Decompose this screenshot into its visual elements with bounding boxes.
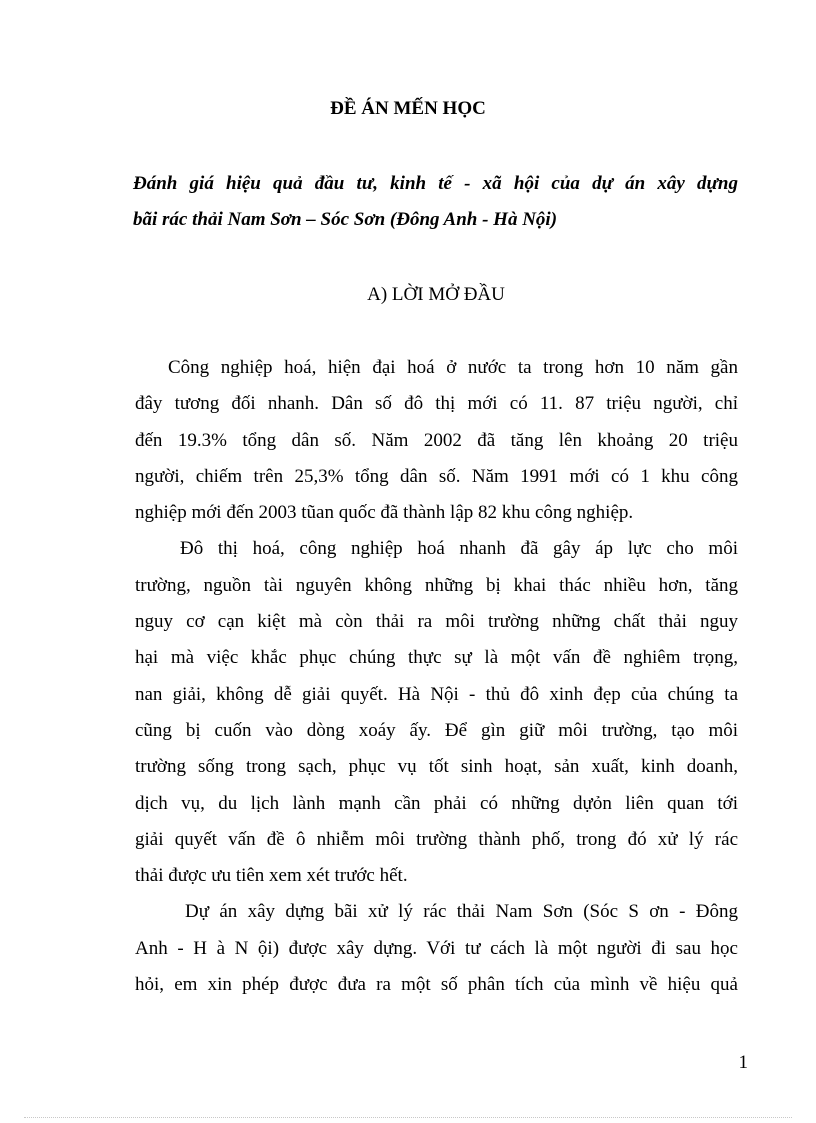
paragraph-3-line: Anh - H à N ội) được xây dựng. Với tư cách là một người đi sau học	[135, 937, 738, 959]
document-title: ĐỀ ÁN MẾN HỌC	[330, 98, 486, 119]
paragraph-2-line: giải quyết vấn đề ô nhiễm môi trường thành phố, trong đó xử lý rác	[135, 828, 738, 850]
paragraph-3-line: hỏi, em xin phép được đưa ra một số phân tích của mình về hiệu quả	[135, 974, 738, 996]
paragraph-2-line: cũng bị cuốn vào dòng xoáy ấy. Để gìn giữ môi trường, tạo môi	[135, 719, 738, 741]
subtitle-line: bãi rác thải Nam Sơn – Sóc Sơn (Đông Anh - Hà Nội)	[133, 209, 558, 230]
paragraph-1-line: nghiệp mới đến 2003 tũan quốc đã thành lập 82 khu công nghiệp.	[135, 502, 634, 524]
paragraph-2-line: Đô thị hoá, công nghiệp hoá nhanh đã gây áp lực cho môi	[180, 538, 738, 560]
paragraph-1-line: Công nghiệp hoá, hiện đại hoá ở nước ta trong hơn 10 năm gần	[168, 357, 738, 378]
paragraph-2-line: thải được ưu tiên xem xét trước hết.	[135, 865, 408, 887]
paragraph-1-line: đến 19.3% tổng dân số. Năm 2002 đã tăng lên khoảng 20 triệu	[135, 429, 738, 451]
document-subtitle	[133, 166, 738, 238]
page-bottom-divider	[24, 1117, 792, 1118]
paragraph-1-line: đây tương đối nhanh. Dân số đô thị mới có 11. 87 triệu người, chỉ	[135, 393, 738, 415]
paragraph-1-line: người, chiếm trên 25,3% tổng dân số. Năm 1991 mới có 1 khu công	[135, 465, 738, 487]
paragraph-2-line: hại mà việc khắc phục chúng thực sự là một vấn đề nghiêm trọng,	[135, 647, 738, 669]
paragraph-2-line: trường sống trong sạch, phục vụ tốt sinh hoạt, sản xuất, kinh doanh,	[135, 756, 738, 778]
body-text	[135, 350, 738, 1003]
subtitle-line: Đánh giá hiệu quả đầu tư, kinh tế - xã hội của dự án xây dựng	[133, 173, 738, 194]
paragraph-2-line: nan giải, không dễ giải quyết. Hà Nội - thủ đô xinh đẹp của chúng ta	[135, 683, 738, 705]
page-number: 1	[738, 1052, 748, 1073]
paragraph-2-line: dịch vụ, du lịch lành mạnh cần phải có những dựỏn liên quan tới	[135, 792, 738, 814]
paragraph-2-line: nguy cơ cạn kiệt mà còn thải ra môi trường những chất thải nguy	[135, 611, 738, 633]
paragraph-2-line: trường, nguồn tài nguyên không những bị khai thác nhiều hơn, tăng	[135, 574, 738, 596]
paragraph-3-line: Dự án xây dựng bãi xử lý rác thải Nam Sơn (Sóc S ơn - Đông	[185, 901, 738, 923]
section-heading: A) LỜI MỞ ĐẦU	[367, 284, 505, 305]
